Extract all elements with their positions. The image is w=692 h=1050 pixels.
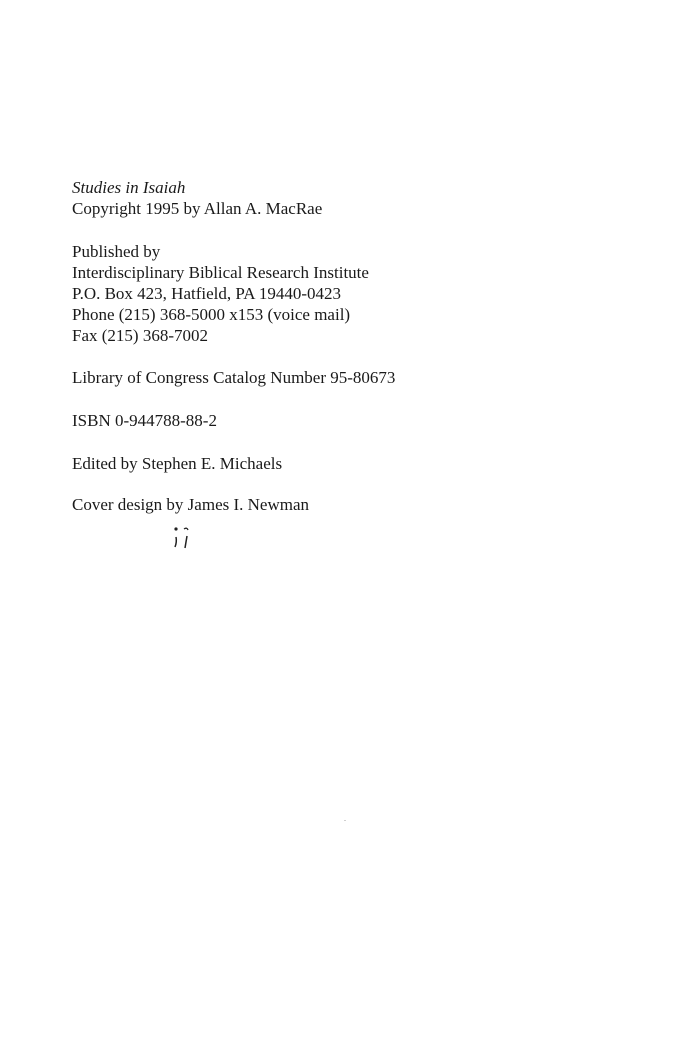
catalog-line: Library of Congress Catalog Number 95-80673 xyxy=(72,368,396,387)
published-by-heading: Published by xyxy=(72,242,161,261)
paper-speck xyxy=(344,820,346,821)
book-title: Studies in Isaiah xyxy=(72,178,186,197)
publisher-address: P.O. Box 423, Hatfield, PA 19440-0423 xyxy=(72,284,342,303)
isbn-line: ISBN 0-944788-88-2 xyxy=(72,411,217,430)
publisher-phone: Phone (215) 368-5000 x153 (voice mail) xyxy=(72,305,351,324)
title-block xyxy=(72,177,322,219)
copyright-line: Copyright 1995 by Allan A. MacRae xyxy=(72,199,323,218)
editor-line: Edited by Stephen E. Michaels xyxy=(72,454,283,473)
publisher-fax: Fax (215) 368-7002 xyxy=(72,326,208,345)
publisher-block xyxy=(72,241,369,346)
cover-design-line: Cover design by James I. Newman xyxy=(72,495,310,514)
handwritten-mark xyxy=(170,523,200,553)
publisher-name: Interdisciplinary Biblical Research Institute xyxy=(72,263,369,282)
